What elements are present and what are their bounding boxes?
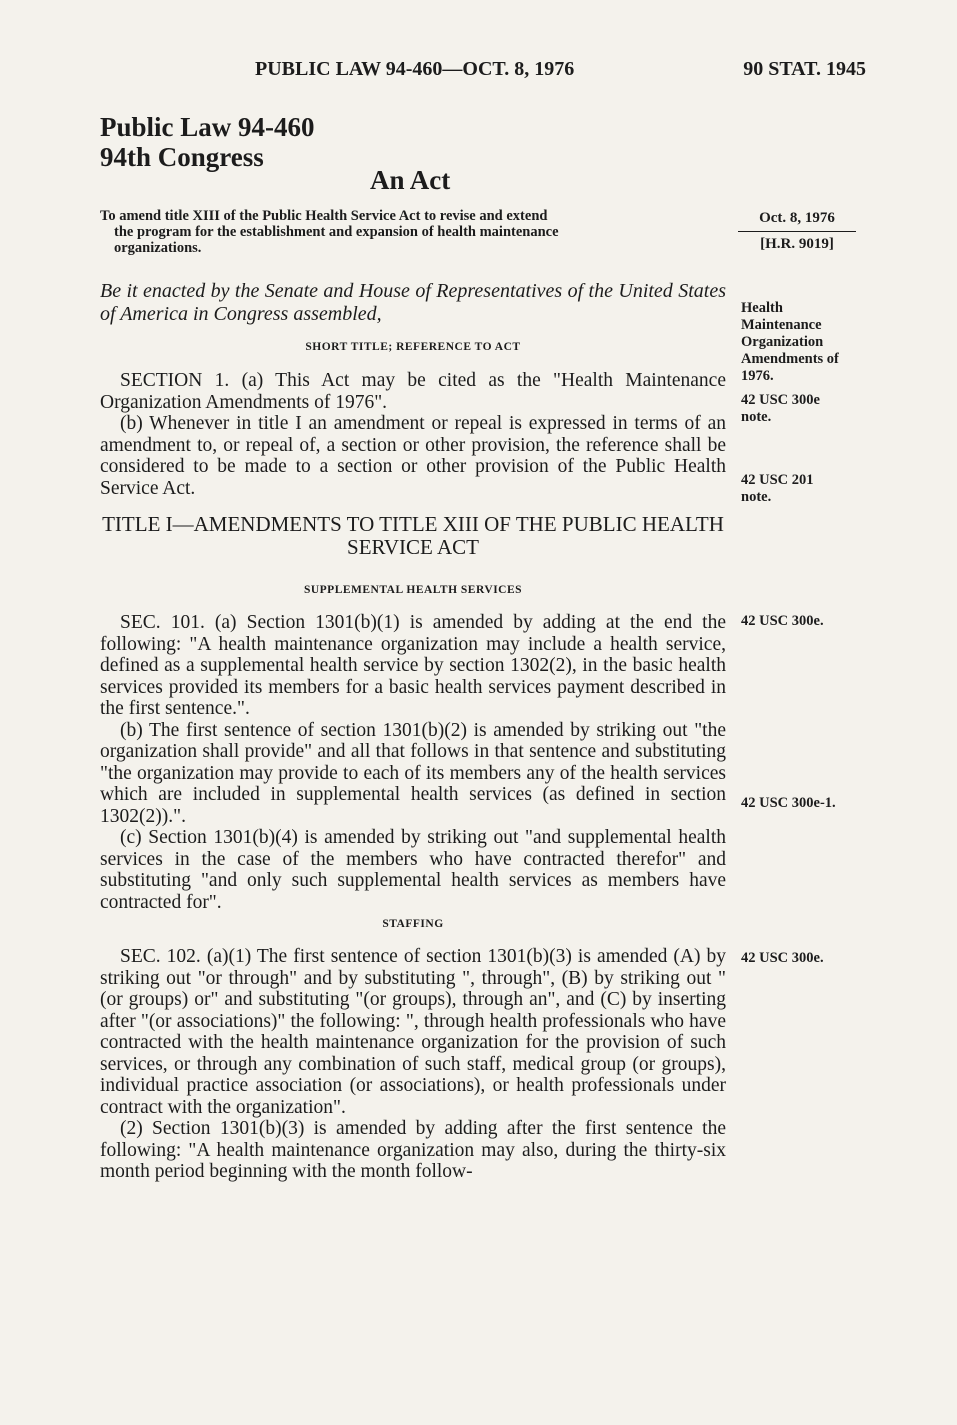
purpose-line: To amend title XIII of the Public Health Service Act to revise and extend xyxy=(100,208,548,224)
purpose-line: the program for the establishment and expansion of health maintenance xyxy=(114,224,559,240)
margin-note-1: 42 USC 300e note. xyxy=(741,392,820,425)
supplemental-caption: SUPPLEMENTAL HEALTH SERVICES xyxy=(303,584,523,596)
margin-note-5: 42 USC 300e. xyxy=(741,950,824,966)
section-1-a: SECTION 1. (a) This Act may be cited as the "Health Maintenance Organization Amendments of 1976". xyxy=(100,370,726,413)
margin-note-short-title: Health Maintenance Organization Amendments of 1976. xyxy=(741,300,839,384)
margin-note-2: 42 USC 201 note. xyxy=(741,472,814,505)
section-102-a2: (2) Section 1301(b)(3) is amended by adding after the first sentence the following: "A health maintenance organization may also, during the thirty-six month period beginning with the month follow- xyxy=(100,1118,726,1182)
congress: 94th Congress xyxy=(100,142,264,172)
section-101-c: (c) Section 1301(b)(4) is amended by striking out "and supplemental health services in the case of the members who have contracted therefor" and substituting "and only such supplemental health services as members have contracted for". xyxy=(100,827,726,913)
supplemental-caption-block xyxy=(100,580,726,602)
section-101-a: SEC. 101. (a) Section 1301(b)(1) is amended by adding at the end the following: "A health maintenance organization may include a health service, defined as a supplemental health service by section 1302(2), in the basic health services provided its members for a basic health services payment described in the first sentence.". xyxy=(100,612,726,719)
margin-note-4: 42 USC 300e-1. xyxy=(741,795,836,811)
section-1-b: (b) Whenever in title I an amendment or repeal is expressed in terms of an amendment to, or repeal of, a section or other provision, the reference shall be considered to be made to a section or other provision of the Public Health Service Act. xyxy=(100,413,726,499)
section-1 xyxy=(100,370,726,499)
law-identifier xyxy=(100,112,315,172)
title-heading: TITLE I—AMENDMENTS TO TITLE XIII OF THE PUBLIC HEALTH SERVICE ACT xyxy=(102,512,724,559)
title-heading-block xyxy=(100,513,726,559)
running-title: PUBLIC LAW 94-460—OCT. 8, 1976 xyxy=(255,58,575,80)
enactment-date-block xyxy=(738,210,856,253)
short-title-caption: SHORT TITLE; REFERENCE TO ACT xyxy=(305,341,521,353)
running-header xyxy=(100,58,866,86)
act-label: An Act xyxy=(370,165,451,195)
stat-reference: 90 STAT. 1945 xyxy=(743,58,866,80)
act-purpose xyxy=(100,208,726,256)
purpose-line: organizations. xyxy=(114,240,202,256)
bill-number: [H.R. 9019] xyxy=(760,236,834,252)
section-102 xyxy=(100,946,726,1183)
enactment-date: Oct. 8, 1976 xyxy=(738,210,856,232)
section-102-a: SEC. 102. (a)(1) The first sentence of section 1301(b)(3) is amended (A) by striking out "or through" and by substituting ", through", (B) by striking out "(or groups) or" and substituting "(or groups), through an", and (C) by inserting after "(or associations)" the following: ", through health professionals who have contracted with the health maintenance organization for the provision of such services, or through any combination of such staff, medical group (or groups), individual practice association (or associations), or health professionals under contract with the organization". xyxy=(100,946,726,1118)
staffing-caption-block xyxy=(100,914,726,936)
section-101-b: (b) The first sentence of section 1301(b)(2) is amended by striking out "the organization shall provide" and all that follows in that sentence and substituting "the organization may provide to each of its members any of the health services which are included in supplemental health services (as defined in section 1302(2)).". xyxy=(100,719,726,827)
section-101 xyxy=(100,612,726,913)
law-number: Public Law 94-460 xyxy=(100,112,315,142)
staffing-caption: STAFFING xyxy=(382,918,444,930)
enacting-clause: Be it enacted by the Senate and House of Representatives of the United States of America in Congress assembled, xyxy=(100,280,726,325)
margin-note-3: 42 USC 300e. xyxy=(741,613,824,629)
